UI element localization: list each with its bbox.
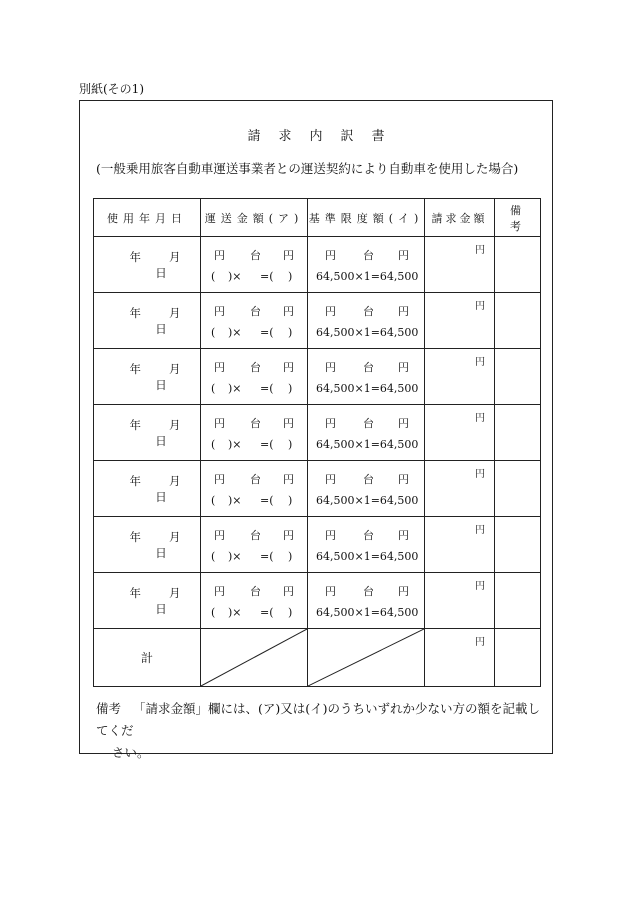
yen-unit: 円 <box>283 473 294 486</box>
claim-breakdown-table <box>93 198 541 687</box>
yen-unit: 円 <box>283 305 294 318</box>
yen-unit: 円 <box>214 361 225 374</box>
day-label: 日 <box>155 433 167 448</box>
table-row <box>94 573 541 629</box>
note <box>96 698 552 764</box>
yen-unit: 円 <box>325 249 336 262</box>
form-subtitle: (一般乗用旅客自動車運送事業者との運送契約により自動車を使用した場合) <box>96 161 519 176</box>
yen-unit: 円 <box>398 361 409 374</box>
limit-formula: 64,500×1=64,500 <box>316 326 419 339</box>
remarks-cell[interactable] <box>495 461 541 517</box>
formula-close: ) <box>288 606 293 619</box>
formula-equals: =( <box>260 270 274 283</box>
formula-equals: =( <box>260 606 274 619</box>
day-label: 日 <box>155 321 167 336</box>
yen-unit: 円 <box>325 361 336 374</box>
formula-times: )× <box>228 382 242 395</box>
yen-unit: 円 <box>214 585 225 598</box>
units-label: 台 <box>363 249 374 262</box>
limit-cell <box>308 517 425 573</box>
units-label: 台 <box>363 417 374 430</box>
yen-unit: 円 <box>398 473 409 486</box>
date-cell[interactable] <box>94 405 201 461</box>
total-label: 計 <box>94 629 201 687</box>
formula-close: ) <box>288 270 293 283</box>
fare-total-slash <box>201 629 308 687</box>
units-label: 台 <box>363 473 374 486</box>
formula-open: ( <box>211 438 216 451</box>
units-label: 台 <box>250 417 261 430</box>
year-label: 年 <box>129 417 141 432</box>
formula-equals: =( <box>260 326 274 339</box>
limit-cell <box>308 405 425 461</box>
year-label: 年 <box>129 473 141 488</box>
yen-unit: 円 <box>325 585 336 598</box>
yen-unit: 円 <box>214 529 225 542</box>
formula-open: ( <box>211 382 216 395</box>
formula-close: ) <box>288 550 293 563</box>
remarks-cell[interactable] <box>495 405 541 461</box>
fare-cell[interactable] <box>201 461 308 517</box>
table-row <box>94 405 541 461</box>
units-label: 台 <box>250 249 261 262</box>
remarks-cell[interactable] <box>495 349 541 405</box>
fare-cell[interactable] <box>201 573 308 629</box>
year-label: 年 <box>129 249 141 264</box>
formula-times: )× <box>228 494 242 507</box>
limit-cell <box>308 349 425 405</box>
date-cell[interactable] <box>94 517 201 573</box>
formula-close: ) <box>288 382 293 395</box>
formula-equals: =( <box>260 438 274 451</box>
day-label: 日 <box>155 377 167 392</box>
yen-unit: 円 <box>283 585 294 598</box>
limit-formula: 64,500×1=64,500 <box>316 270 419 283</box>
yen-unit: 円 <box>283 417 294 430</box>
table-row <box>94 293 541 349</box>
remarks-total-cell[interactable] <box>495 629 541 687</box>
limit-cell <box>308 237 425 293</box>
month-label: 月 <box>169 529 181 544</box>
year-label: 年 <box>129 585 141 600</box>
yen-unit: 円 <box>475 581 485 592</box>
request-total-cell[interactable] <box>425 629 495 687</box>
limit-cell <box>308 293 425 349</box>
formula-close: ) <box>288 438 293 451</box>
yen-unit: 円 <box>398 249 409 262</box>
day-label: 日 <box>155 601 167 616</box>
header-fare: 運送金額(ア) <box>201 199 308 237</box>
yen-unit: 円 <box>398 305 409 318</box>
request-cell[interactable] <box>425 237 495 293</box>
day-label: 日 <box>155 265 167 280</box>
fare-cell[interactable] <box>201 349 308 405</box>
remarks-cell[interactable] <box>495 293 541 349</box>
yen-unit: 円 <box>475 525 485 536</box>
header-remarks: 備考 <box>495 199 541 237</box>
month-label: 月 <box>169 417 181 432</box>
date-cell[interactable] <box>94 461 201 517</box>
yen-unit: 円 <box>398 585 409 598</box>
yen-unit: 円 <box>475 469 485 480</box>
yen-unit: 円 <box>283 249 294 262</box>
request-cell[interactable] <box>425 349 495 405</box>
month-label: 月 <box>169 305 181 320</box>
day-label: 日 <box>155 545 167 560</box>
units-label: 台 <box>250 529 261 542</box>
note-line2: さい。 <box>112 745 150 760</box>
date-cell[interactable] <box>94 237 201 293</box>
units-label: 台 <box>363 361 374 374</box>
yen-unit: 円 <box>325 305 336 318</box>
header-date: 使用年月日 <box>94 199 201 237</box>
request-cell[interactable] <box>425 461 495 517</box>
total-row <box>94 629 541 687</box>
header-limit: 基準限度額(イ) <box>308 199 425 237</box>
remarks-cell[interactable] <box>495 573 541 629</box>
fare-cell[interactable] <box>201 237 308 293</box>
month-label: 月 <box>169 473 181 488</box>
formula-equals: =( <box>260 494 274 507</box>
month-label: 月 <box>169 585 181 600</box>
yen-unit: 円 <box>475 245 485 256</box>
header-request: 請求金額 <box>425 199 495 237</box>
units-label: 台 <box>250 473 261 486</box>
formula-open: ( <box>211 494 216 507</box>
table-row <box>94 237 541 293</box>
limit-formula: 64,500×1=64,500 <box>316 606 419 619</box>
note-heading: 備考 <box>96 701 122 716</box>
formula-times: )× <box>228 550 242 563</box>
form-frame <box>79 100 553 760</box>
table-row <box>94 349 541 405</box>
month-label: 月 <box>169 361 181 376</box>
units-label: 台 <box>250 305 261 318</box>
limit-total-slash <box>308 629 425 687</box>
limit-formula: 64,500×1=64,500 <box>316 438 419 451</box>
limit-cell <box>308 573 425 629</box>
formula-times: )× <box>228 606 242 619</box>
formula-open: ( <box>211 550 216 563</box>
yen-unit: 円 <box>283 529 294 542</box>
yen-unit: 円 <box>214 305 225 318</box>
request-cell[interactable] <box>425 517 495 573</box>
units-label: 台 <box>363 585 374 598</box>
units-label: 台 <box>250 361 261 374</box>
form-title: 請求内訳書 <box>247 129 403 144</box>
yen-unit: 円 <box>398 529 409 542</box>
date-cell[interactable] <box>94 349 201 405</box>
units-label: 台 <box>363 529 374 542</box>
day-label: 日 <box>155 489 167 504</box>
formula-open: ( <box>211 270 216 283</box>
formula-open: ( <box>211 326 216 339</box>
note-line1: 「請求金額」欄には、(ア)又は(イ)のうちいずれか少ない方の額を記載してくだ <box>96 701 541 738</box>
units-label: 台 <box>250 585 261 598</box>
table-row <box>94 517 541 573</box>
remarks-cell[interactable] <box>495 237 541 293</box>
fare-cell[interactable] <box>201 517 308 573</box>
limit-formula: 64,500×1=64,500 <box>316 382 419 395</box>
request-cell[interactable] <box>425 405 495 461</box>
yen-unit: 円 <box>214 473 225 486</box>
year-label: 年 <box>129 305 141 320</box>
formula-equals: =( <box>260 382 274 395</box>
formula-equals: =( <box>260 550 274 563</box>
table-row <box>94 461 541 517</box>
yen-unit: 円 <box>475 357 485 368</box>
formula-times: )× <box>228 438 242 451</box>
table-header-row <box>94 199 541 237</box>
month-label: 月 <box>169 249 181 264</box>
fare-cell[interactable] <box>201 405 308 461</box>
formula-times: )× <box>228 326 242 339</box>
date-cell[interactable] <box>94 573 201 629</box>
fare-cell[interactable] <box>201 293 308 349</box>
yen-unit: 円 <box>214 249 225 262</box>
year-label: 年 <box>129 361 141 376</box>
yen-unit: 円 <box>475 637 485 648</box>
yen-unit: 円 <box>214 417 225 430</box>
yen-unit: 円 <box>283 361 294 374</box>
formula-close: ) <box>288 494 293 507</box>
limit-formula: 64,500×1=64,500 <box>316 494 419 507</box>
limit-cell <box>308 461 425 517</box>
date-cell[interactable] <box>94 293 201 349</box>
limit-formula: 64,500×1=64,500 <box>316 550 419 563</box>
formula-close: ) <box>288 326 293 339</box>
request-cell[interactable] <box>425 573 495 629</box>
units-label: 台 <box>363 305 374 318</box>
yen-unit: 円 <box>325 417 336 430</box>
formula-open: ( <box>211 606 216 619</box>
yen-unit: 円 <box>398 417 409 430</box>
page-label: 別紙(その1) <box>79 82 144 96</box>
request-cell[interactable] <box>425 293 495 349</box>
yen-unit: 円 <box>325 473 336 486</box>
remarks-cell[interactable] <box>495 517 541 573</box>
year-label: 年 <box>129 529 141 544</box>
yen-unit: 円 <box>475 413 485 424</box>
formula-times: )× <box>228 270 242 283</box>
yen-unit: 円 <box>475 301 485 312</box>
yen-unit: 円 <box>325 529 336 542</box>
